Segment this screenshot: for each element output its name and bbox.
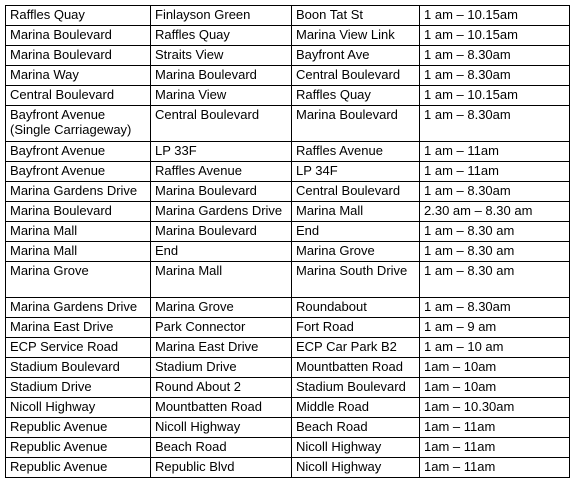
road-name-cell: Republic Avenue [6,438,151,458]
time-cell: 1am – 10am [420,378,570,398]
table-row [6,106,570,142]
time-cell: 1 am – 8.30am [420,106,570,142]
to-cell: Nicoll Highway [292,458,420,478]
table-row [6,338,570,358]
time-cell: 1am – 11am [420,458,570,478]
time-cell: 1 am – 11am [420,162,570,182]
to-cell: Marina Grove [292,242,420,262]
to-cell: Central Boulevard [292,66,420,86]
to-cell: Middle Road [292,398,420,418]
table-body [6,6,570,478]
from-cell: Raffles Quay [151,26,292,46]
to-cell: Bayfront Ave [292,46,420,66]
road-name-cell: Marina Way [6,66,151,86]
from-cell: End [151,242,292,262]
from-cell: Marina View [151,86,292,106]
road-closure-table [5,5,570,478]
to-cell: Nicoll Highway [292,438,420,458]
table-row [6,418,570,438]
from-cell: Round About 2 [151,378,292,398]
table-row [6,438,570,458]
table-row [6,378,570,398]
to-cell: Stadium Boulevard [292,378,420,398]
table-row [6,458,570,478]
time-cell: 1 am – 8.30am [420,182,570,202]
to-cell: Beach Road [292,418,420,438]
time-cell: 1am – 11am [420,438,570,458]
road-name-cell: Raffles Quay [6,6,151,26]
table-row [6,398,570,418]
table-row [6,6,570,26]
time-cell: 1 am – 11am [420,142,570,162]
road-name-cell: Bayfront Avenue [6,162,151,182]
table-row [6,262,570,298]
time-cell: 1 am – 10.15am [420,86,570,106]
to-cell: Marina South Drive [292,262,420,298]
time-cell: 1 am – 10 am [420,338,570,358]
from-cell: Nicoll Highway [151,418,292,438]
from-cell: Marina Gardens Drive [151,202,292,222]
table-row [6,162,570,182]
to-cell: Central Boulevard [292,182,420,202]
road-name-cell: Bayfront Avenue [6,142,151,162]
from-cell: Mountbatten Road [151,398,292,418]
from-cell: Marina Grove [151,298,292,318]
to-cell: Marina Mall [292,202,420,222]
to-cell: LP 34F [292,162,420,182]
from-cell: Beach Road [151,438,292,458]
from-cell: Republic Blvd [151,458,292,478]
road-name-cell: ECP Service Road [6,338,151,358]
table-row [6,318,570,338]
to-cell: Fort Road [292,318,420,338]
to-cell: Raffles Quay [292,86,420,106]
table-row [6,26,570,46]
time-cell: 1 am – 8.30 am [420,262,570,298]
to-cell: Mountbatten Road [292,358,420,378]
road-name-cell: Nicoll Highway [6,398,151,418]
road-name-cell: Republic Avenue [6,458,151,478]
time-cell: 2.30 am – 8.30 am [420,202,570,222]
road-name-cell: Stadium Drive [6,378,151,398]
road-name-cell: Marina Gardens Drive [6,298,151,318]
to-cell: Marina Boulevard [292,106,420,142]
road-name-cell: Marina Boulevard [6,26,151,46]
table-row [6,202,570,222]
road-name-cell: Bayfront Avenue (Single Carriageway) [6,106,151,142]
table-row [6,66,570,86]
table-row [6,182,570,202]
road-name-cell: Marina Mall [6,242,151,262]
time-cell: 1 am – 8.30am [420,298,570,318]
table-row [6,142,570,162]
table-row [6,242,570,262]
table-row [6,222,570,242]
time-cell: 1am – 10am [420,358,570,378]
road-name-cell: Stadium Boulevard [6,358,151,378]
to-cell: End [292,222,420,242]
table-row [6,358,570,378]
road-name-cell: Republic Avenue [6,418,151,438]
time-cell: 1 am – 9 am [420,318,570,338]
to-cell: Raffles Avenue [292,142,420,162]
table-row [6,46,570,66]
from-cell: Marina East Drive [151,338,292,358]
to-cell: Marina View Link [292,26,420,46]
time-cell: 1 am – 10.15am [420,6,570,26]
time-cell: 1am – 11am [420,418,570,438]
time-cell: 1am – 10.30am [420,398,570,418]
from-cell: Marina Mall [151,262,292,298]
to-cell: Boon Tat St [292,6,420,26]
table-row [6,86,570,106]
from-cell: Finlayson Green [151,6,292,26]
from-cell: Straits View [151,46,292,66]
road-name-cell: Marina Gardens Drive [6,182,151,202]
road-name-cell: Marina East Drive [6,318,151,338]
from-cell: Marina Boulevard [151,66,292,86]
road-name-cell: Marina Boulevard [6,202,151,222]
table-row [6,298,570,318]
time-cell: 1 am – 8.30 am [420,222,570,242]
from-cell: Marina Boulevard [151,182,292,202]
from-cell: Marina Boulevard [151,222,292,242]
time-cell: 1 am – 8.30 am [420,242,570,262]
time-cell: 1 am – 8.30am [420,46,570,66]
road-name-cell: Marina Mall [6,222,151,242]
from-cell: Central Boulevard [151,106,292,142]
road-name-cell: Marina Boulevard [6,46,151,66]
road-name-cell: Marina Grove [6,262,151,298]
from-cell: Stadium Drive [151,358,292,378]
time-cell: 1 am – 10.15am [420,26,570,46]
from-cell: Raffles Avenue [151,162,292,182]
time-cell: 1 am – 8.30am [420,66,570,86]
from-cell: LP 33F [151,142,292,162]
from-cell: Park Connector [151,318,292,338]
road-name-cell: Central Boulevard [6,86,151,106]
to-cell: ECP Car Park B2 [292,338,420,358]
to-cell: Roundabout [292,298,420,318]
